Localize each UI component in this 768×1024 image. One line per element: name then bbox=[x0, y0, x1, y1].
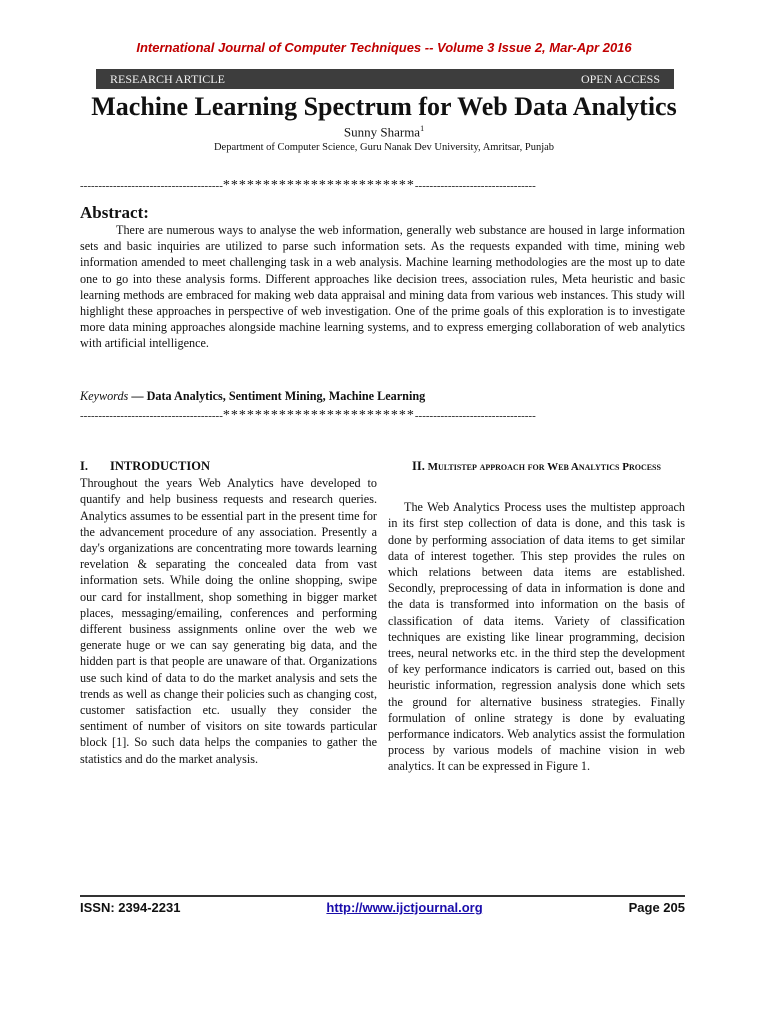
separator-stars: ************************ bbox=[222, 408, 415, 423]
paper-title: Machine Learning Spectrum for Web Data Analytics bbox=[91, 92, 677, 121]
left-column bbox=[80, 458, 377, 767]
author-line bbox=[0, 124, 768, 140]
separator-dashes-right: --------------------------------- bbox=[414, 410, 536, 422]
keywords-value: Data Analytics, Sentiment Mining, Machine Learning bbox=[146, 389, 426, 403]
article-banner bbox=[96, 69, 674, 89]
separator-top bbox=[80, 178, 685, 194]
author-name: Sunny Sharma bbox=[343, 124, 421, 140]
footer-page-number: Page 205 bbox=[628, 900, 685, 915]
abstract-heading: Abstract: bbox=[80, 203, 149, 222]
intro-section-number: I. bbox=[80, 459, 88, 473]
separator-stars: ************************ bbox=[222, 178, 415, 193]
open-access-label: OPEN ACCESS bbox=[580, 71, 660, 86]
separator-dashes-left: --------------------------------------- bbox=[80, 410, 223, 422]
separator-dashes-right: --------------------------------- bbox=[414, 180, 536, 192]
intro-section-title: INTRODUCTION bbox=[110, 459, 211, 473]
intro-paragraph: Throughout the years Web Analytics have developed to quantify and help business requests and research queries. Analytics assumes to be essential part in the present time for the advancement procedure of any association. Presently a day's organizations are concentrating more towards learning revelation & separating the concealed data from vast information sets. While doing the online shopping, swipe our card for installment, shop something in bigger market places, messaging/emailing, conferences and performing different business assignments online over the web we generate huge or we can say generating big data, and the hidden part is that people are unaware of that. Organizations use such kind of data to do the market analysis and sets the trends as well as change their policies such as changing cost, customer satisfaction etc. usually they consider the sentiment of number of visitors on site towards particular block [1]. So such data helps the companies to gather the statistics and do the market analysis. bbox=[80, 476, 377, 766]
author-affiliation: Department of Computer Science, Guru Nanak Dev University, Amritsar, Punjab bbox=[213, 142, 555, 153]
separator-bottom bbox=[80, 408, 685, 424]
author-superscript: 1 bbox=[420, 124, 425, 133]
right-column bbox=[388, 458, 685, 775]
intro-heading bbox=[80, 458, 377, 474]
journal-header: International Journal of Computer Techniques -- Volume 3 Issue 2, Mar-Apr 2016 bbox=[136, 40, 632, 55]
footer-rule bbox=[80, 895, 685, 897]
page-footer bbox=[80, 900, 685, 915]
footer-issn: ISSN: 2394-2231 bbox=[80, 900, 181, 915]
article-type-label: RESEARCH ARTICLE bbox=[110, 71, 225, 86]
keywords-line bbox=[80, 389, 425, 404]
keywords-label: Keywords bbox=[80, 389, 129, 403]
multistep-section-number: II. bbox=[412, 459, 425, 473]
multistep-paragraph: The Web Analytics Process uses the multistep approach in its first step collection of data is done, and this task is done by performing association of data items to get similar data of interest together. This step provides the rules on which relations between data items are established. Secondly, preprocessing of data in information is done and the data is transformed into information on the basis of classification of data items. Variety of classification techniques are existing like linear programming, decision trees, neural networks etc. in the third step the development of key performance indicators is carried out, based on this heuristic information, regression analysis done which sets the ground for alternative business strategies. Finally formulation of online strategy is done by evaluating performance indicators. Web analytics assist the formulation process by various models of machine vision in web analytics. It can be expressed in Figure 1. bbox=[388, 500, 685, 774]
separator-dashes-left: --------------------------------------- bbox=[80, 180, 223, 192]
multistep-section-title: Multistep approach for Web Analytics Process bbox=[427, 461, 661, 473]
abstract-text: There are numerous ways to analyse the web information, generally web substance are housed in large information sets and basic inquiries are utilized to parse such information sets. As the requests expanded with time, mining web information amended to meet challenging task in a web analysis. Machine learning methodologies are the most up to date one to go into these analysis forms. Different approaches like decision trees, association rules, Meta heuristic and basic learning methods are embraced for making web data appraisal and mining data from various web instances. This study will highlight these approaches in perspective of web investigation. One of the prime goals of this exploration is to investigate more data mining approaches alongside machine learning systems, and to express emerging collaboration of web analytics with artificial intelligence. bbox=[80, 223, 685, 351]
keywords-dash: — bbox=[128, 389, 147, 403]
footer-journal-link[interactable]: http://www.ijctjournal.org bbox=[326, 900, 483, 915]
multistep-heading bbox=[388, 458, 685, 475]
